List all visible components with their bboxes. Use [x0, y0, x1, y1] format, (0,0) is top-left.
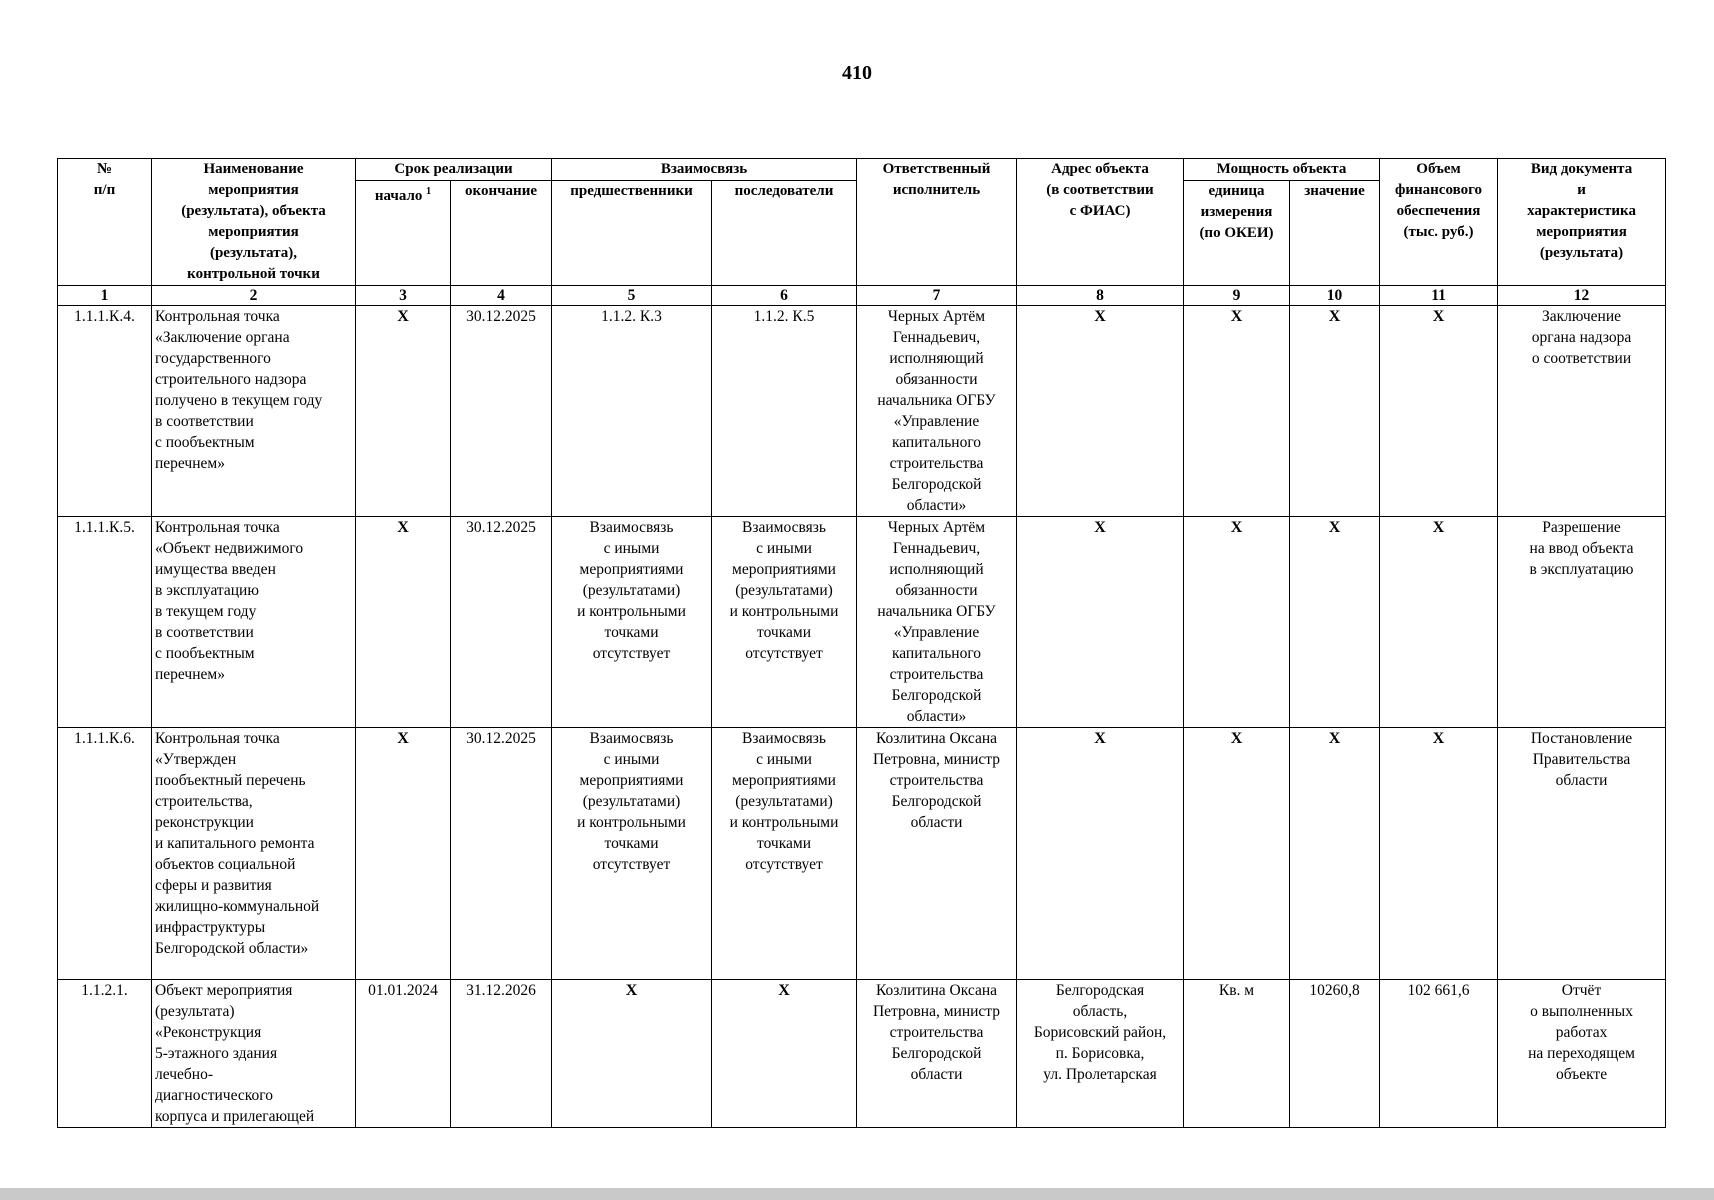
header-start-label: начало: [374, 188, 423, 204]
header-doc: Вид документа и характеристика мероприятия (результата): [1498, 159, 1666, 286]
row-responsible: Черных Артём Геннадьевич, исполняющий обязанности начальника ОГБУ «Управление капитального строительства Белгородской области»: [857, 517, 1017, 728]
row-address: X: [1017, 517, 1184, 728]
header-num: № п/п: [58, 159, 152, 286]
header-capacity: Мощность объекта: [1184, 159, 1380, 181]
row-successors: Взаимосвязь с иными мероприятиями (результатами) и контрольными точками отсутствует: [712, 517, 857, 728]
header-predecessors: предшественники: [552, 181, 712, 286]
table-row: [58, 517, 1666, 728]
row-finance: 102 661,6: [1380, 980, 1498, 1128]
table-row: [58, 306, 1666, 517]
header-unit: единица измерения (по ОКЕИ): [1184, 181, 1290, 286]
row-start: 01.01.2024: [356, 980, 451, 1128]
row-value: X: [1290, 306, 1380, 517]
row-start: X: [356, 728, 451, 980]
column-number: 7: [857, 286, 1017, 306]
column-number: 5: [552, 286, 712, 306]
row-end: 30.12.2025: [451, 517, 552, 728]
row-responsible: Козлитина Оксана Петровна, министр строительства Белгородской области: [857, 728, 1017, 980]
column-number: 8: [1017, 286, 1184, 306]
row-predecessors: 1.1.2. К.3: [552, 306, 712, 517]
header-end: окончание: [451, 181, 552, 286]
row-finance: X: [1380, 728, 1498, 980]
row-address: X: [1017, 728, 1184, 980]
row-name: Контрольная точка «Утвержден пообъектный перечень строительства, реконструкции и капитального ремонта объектов социальной сферы и развития жилищно-коммунальной инфраструктуры Белгородской области»: [152, 728, 356, 980]
row-predecessors: Взаимосвязь с иными мероприятиями (результатами) и контрольными точками отсутствует: [552, 728, 712, 980]
row-predecessors: X: [552, 980, 712, 1128]
scan-bottom-edge: [0, 1188, 1714, 1200]
row-num: 1.1.2.1.: [58, 980, 152, 1128]
row-value: X: [1290, 728, 1380, 980]
header-start-footnote: 1: [426, 186, 432, 197]
row-end: 30.12.2025: [451, 728, 552, 980]
row-value: 10260,8: [1290, 980, 1380, 1128]
row-unit: X: [1184, 728, 1290, 980]
column-number: 1: [58, 286, 152, 306]
row-responsible: Черных Артём Геннадьевич, исполняющий обязанности начальника ОГБУ «Управление капитального строительства Белгородской области»: [857, 306, 1017, 517]
column-number: 11: [1380, 286, 1498, 306]
row-finance: X: [1380, 306, 1498, 517]
row-name: Объект мероприятия (результата) «Реконструкция 5-этажного здания лечебно- диагностического корпуса и прилегающей: [152, 980, 356, 1128]
row-end: 31.12.2026: [451, 980, 552, 1128]
row-address: Белгородская область, Борисовский район, п. Борисовка, ул. Пролетарская: [1017, 980, 1184, 1128]
row-name: Контрольная точка «Заключение органа государственного строительного надзора получено в текущем году в соответствии с пообъектным перечнем»: [152, 306, 356, 517]
row-end: 30.12.2025: [451, 306, 552, 517]
row-responsible: Козлитина Оксана Петровна, министр строительства Белгородской области: [857, 980, 1017, 1128]
header-successors: последователи: [712, 181, 857, 286]
row-start: X: [356, 306, 451, 517]
column-number: 12: [1498, 286, 1666, 306]
column-number: 4: [451, 286, 552, 306]
header-value: значение: [1290, 181, 1380, 286]
row-predecessors: Взаимосвязь с иными мероприятиями (результатами) и контрольными точками отсутствует: [552, 517, 712, 728]
column-number: 10: [1290, 286, 1380, 306]
row-num: 1.1.1.К.5.: [58, 517, 152, 728]
header-name: Наименование мероприятия (результата), объекта мероприятия (результата), контрольной точки: [152, 159, 356, 286]
header-period: Срок реализации: [356, 159, 552, 181]
header-row-1: [58, 159, 1666, 181]
header-start: [356, 181, 451, 286]
row-doc: Заключение органа надзора о соответствии: [1498, 306, 1666, 517]
header-address: Адрес объекта (в соответствии с ФИАС): [1017, 159, 1184, 286]
table-row: [58, 728, 1666, 980]
header-link: Взаимосвязь: [552, 159, 857, 181]
row-doc: Отчёт о выполненных работах на переходящем объекте: [1498, 980, 1666, 1128]
row-finance: X: [1380, 517, 1498, 728]
table-row: [58, 980, 1666, 1128]
header-finance: Объем финансового обеспечения (тыс. руб.): [1380, 159, 1498, 286]
row-successors: Взаимосвязь с иными мероприятиями (результатами) и контрольными точками отсутствует: [712, 728, 857, 980]
row-name: Контрольная точка «Объект недвижимого имущества введен в эксплуатацию в текущем году в соответствии с пообъектным перечнем»: [152, 517, 356, 728]
header-responsible: Ответственный исполнитель: [857, 159, 1017, 286]
row-doc: Постановление Правительства области: [1498, 728, 1666, 980]
row-address: X: [1017, 306, 1184, 517]
activities-table: [57, 158, 1666, 1128]
column-number: 6: [712, 286, 857, 306]
column-number: 9: [1184, 286, 1290, 306]
column-number-row: [58, 286, 1666, 306]
row-start: X: [356, 517, 451, 728]
row-unit: X: [1184, 517, 1290, 728]
row-num: 1.1.1.К.4.: [58, 306, 152, 517]
row-unit: Кв. м: [1184, 980, 1290, 1128]
row-doc: Разрешение на ввод объекта в эксплуатацию: [1498, 517, 1666, 728]
column-number: 3: [356, 286, 451, 306]
row-unit: X: [1184, 306, 1290, 517]
column-number: 2: [152, 286, 356, 306]
row-successors: 1.1.2. К.5: [712, 306, 857, 517]
row-value: X: [1290, 517, 1380, 728]
row-successors: X: [712, 980, 857, 1128]
row-num: 1.1.1.К.6.: [58, 728, 152, 980]
page-number: 410: [842, 62, 872, 84]
